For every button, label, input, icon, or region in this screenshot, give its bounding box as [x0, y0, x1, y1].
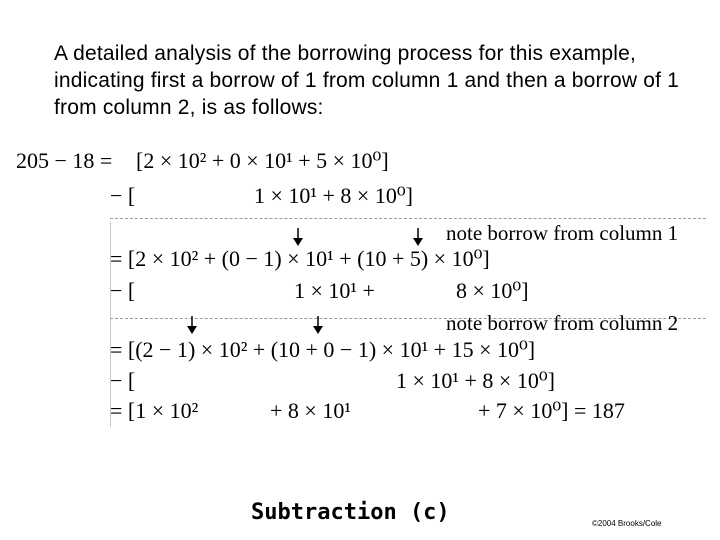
equation-row-6: 1 × 10¹ + 8 × 10⁰] [396, 368, 555, 393]
equation-row-3: = [2 × 10² + (0 − 1) × 10¹ + (10 + 5) × 10⁰] [110, 246, 490, 271]
equation-row-4-open: − [ [110, 278, 136, 303]
copyright-notice: ©2004 Brooks/Cole [592, 519, 662, 528]
arrow-down-icon [292, 228, 304, 246]
arrow-down-icon [312, 316, 324, 334]
borrow-note-2: note borrow from column 2 [446, 311, 679, 335]
intro-paragraph: A detailed analysis of the borrowing process for this example, indicating first a borrow of 1 from column 1 and then a borrow of 1 from column 2, is as follows: [54, 42, 680, 119]
divider-line [110, 218, 706, 219]
equation-row-7-open: = [1 × 10² [110, 398, 199, 423]
equation-row-2: 1 × 10¹ + 8 × 10⁰] [254, 183, 413, 208]
equation-row-5: = [(2 − 1) × 10² + (10 + 0 − 1) × 10¹ + 15 × 10⁰] [110, 337, 536, 362]
equation-lhs: 205 − 18 = [16, 148, 113, 173]
arrow-down-icon [412, 228, 424, 246]
equation-row-2-open: − [ [110, 183, 136, 208]
borrow-note-1: note borrow from column 1 [446, 221, 679, 245]
arrow-down-icon [186, 316, 198, 334]
equation-row-1: [2 × 10² + 0 × 10¹ + 5 × 10⁰] [136, 148, 389, 173]
equation-row-7-mid: + 8 × 10¹ [270, 398, 351, 423]
equation-row-4-mid: 1 × 10¹ + [294, 278, 375, 303]
equation-row-6-open: − [ [110, 368, 136, 393]
slide-title: Subtraction (c) [251, 500, 450, 525]
equation-row-4: 8 × 10⁰] [456, 278, 529, 303]
equation-row-7: + 7 × 10⁰] = 187 [478, 398, 625, 423]
